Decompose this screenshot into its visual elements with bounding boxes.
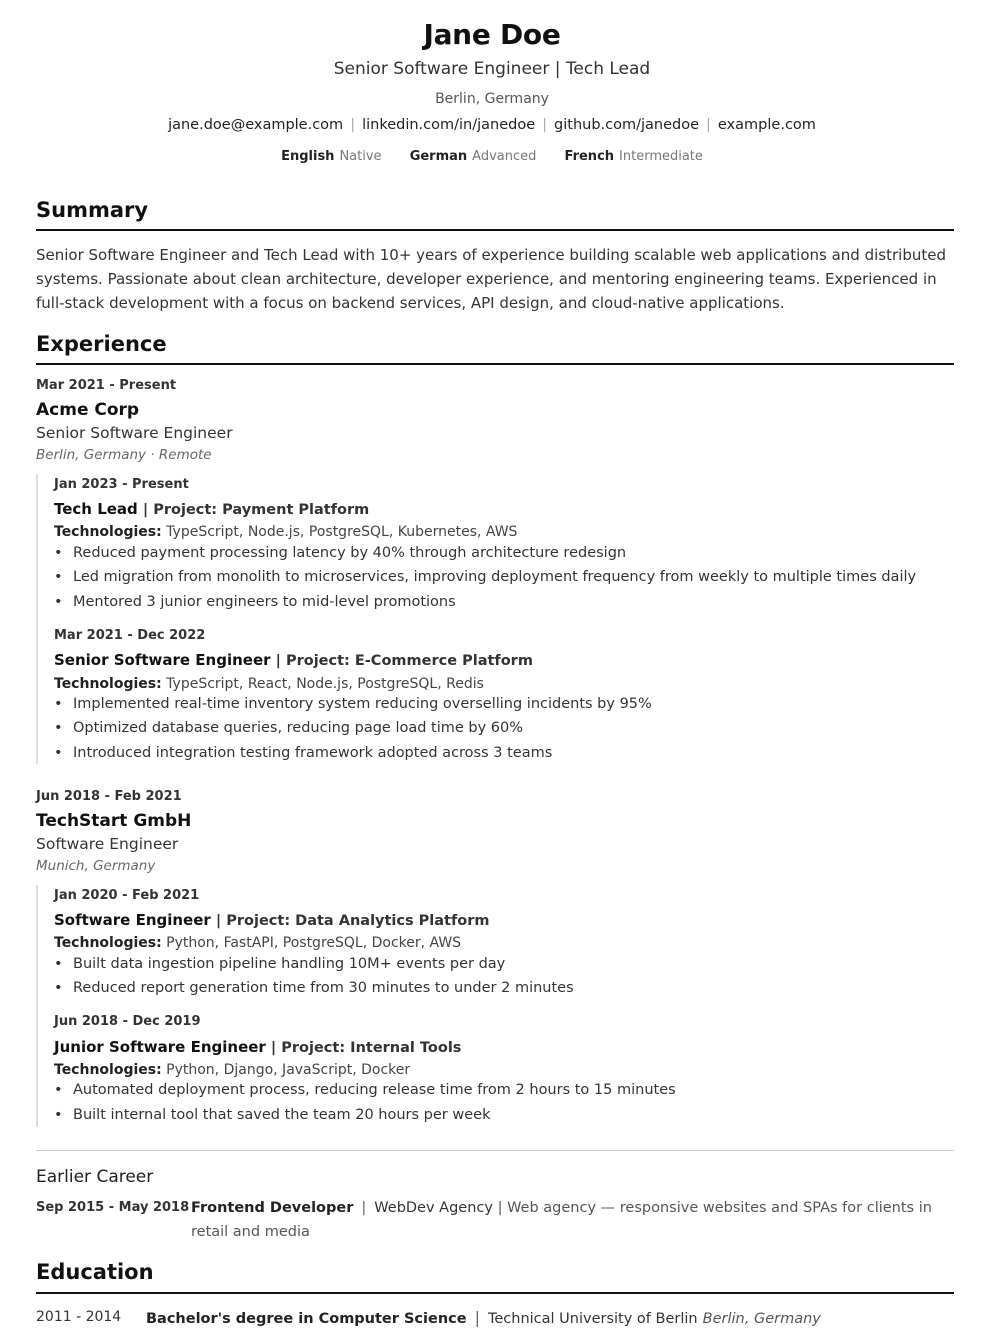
role-dates: Jun 2018 - Dec 2019 [54, 1014, 201, 1029]
earlier-career-divider [36, 1150, 954, 1151]
role-title: Junior Software Engineer [54, 1038, 266, 1056]
role-heading [54, 499, 369, 518]
education-separator: | [474, 1308, 480, 1327]
experience-heading: Experience [36, 332, 167, 356]
role-dates: Jan 2020 - Feb 2021 [54, 888, 200, 903]
role-heading [54, 650, 533, 669]
roles-timeline-line [36, 885, 38, 1127]
bullet-icon: • [54, 745, 63, 761]
technologies-list: Python, Django, JavaScript, Docker [166, 1062, 411, 1078]
education-degree: Bachelor's degree in Computer Science [146, 1311, 467, 1327]
linkedin-link[interactable]: linkedin.com/in/janedoe [362, 117, 536, 133]
bullet-icon: • [54, 545, 63, 561]
technologies-label: Technologies: [54, 676, 162, 692]
language-name: English [281, 149, 335, 164]
role-title: Tech Lead [54, 500, 138, 518]
job-title: Software Engineer [36, 835, 179, 853]
role-bullet: • Optimized database queries, reducing page load time by 60% [54, 720, 524, 736]
bullet-icon: • [54, 569, 63, 585]
summary-heading: Summary [36, 198, 149, 222]
role-technologies [54, 676, 484, 692]
bullet-icon: • [54, 956, 63, 972]
contact-separator: | [542, 117, 548, 133]
role-title: Senior Software Engineer [54, 651, 271, 669]
earlier-career-entry [191, 1196, 956, 1244]
role-bullet: • Implemented real-time inventory system reducing overselling incidents by 95% [54, 696, 652, 712]
role-title: Software Engineer [54, 911, 211, 929]
education-school: Technical University of Berlin [487, 1311, 698, 1327]
language-item [281, 149, 381, 164]
role-project: | Project: Data Analytics Platform [215, 913, 490, 929]
job-dates: Jun 2018 - Feb 2021 [36, 789, 182, 804]
role-project: | Project: Payment Platform [142, 502, 370, 518]
technologies-label: Technologies: [54, 524, 162, 540]
role-project: | Project: E-Commerce Platform [275, 653, 533, 669]
job-location: Berlin, Germany · Remote [36, 447, 212, 463]
education-city: Berlin, Germany [702, 1311, 821, 1327]
technologies-label: Technologies: [54, 1062, 162, 1078]
education-heading: Education [36, 1260, 154, 1284]
role-technologies [54, 935, 461, 951]
email-link[interactable]: jane.doe@example.com [168, 117, 344, 133]
role-technologies [54, 524, 517, 540]
role-technologies [54, 1062, 410, 1078]
roles-timeline-line [36, 474, 38, 764]
language-item [565, 149, 703, 164]
role-bullet: • Automated deployment process, reducing release time from 2 hours to 15 minutes [54, 1082, 676, 1098]
earlier-career-heading: Earlier Career [36, 1167, 154, 1187]
contact-separator: | [350, 117, 356, 133]
earlier-career-company: WebDev Agency [374, 1200, 493, 1216]
technologies-list: Python, FastAPI, PostgreSQL, Docker, AWS [166, 935, 462, 951]
job-company: Acme Corp [36, 400, 140, 420]
language-level: Native [339, 149, 382, 164]
website-link[interactable]: example.com [717, 117, 816, 133]
resume-location: Berlin, Germany [435, 91, 549, 107]
section-divider [36, 363, 954, 365]
summary-text: Senior Software Engineer and Tech Lead with 10+ years of experience building scalable web applications and distributed systems. Passionate about clean architecture, developer experience, and mentoring engineering teams. Experienced in full-stack development with a focus on backend services, API design, and cloud-native applications. [36, 246, 946, 312]
job-location: Munich, Germany [36, 858, 156, 874]
earlier-career-role: Frontend Developer [191, 1200, 354, 1216]
section-divider [36, 1292, 954, 1294]
role-heading [54, 910, 490, 929]
role-bullet: • Built internal tool that saved the team 20 hours per week [54, 1107, 491, 1123]
job-title: Senior Software Engineer [36, 424, 233, 442]
language-level: Advanced [472, 149, 537, 164]
bullet-icon: • [54, 696, 63, 712]
resume-headline: Senior Software Engineer | Tech Lead [333, 59, 651, 79]
language-item [410, 149, 537, 164]
role-bullet: • Reduced payment processing latency by 40% through architecture redesign [54, 545, 627, 561]
earlier-career-dates: Sep 2015 - May 2018 [36, 1200, 190, 1215]
role-bullet: • Mentored 3 junior engineers to mid-level promotions [54, 594, 456, 610]
language-name: German [409, 149, 468, 164]
role-dates: Mar 2021 - Dec 2022 [54, 628, 206, 643]
section-divider [36, 229, 954, 231]
bullet-icon: • [54, 594, 63, 610]
job-company: TechStart GmbH [36, 811, 192, 831]
language-level: Intermediate [619, 149, 703, 164]
bullet-icon: • [54, 980, 63, 996]
bullet-icon: • [54, 720, 63, 736]
role-heading [54, 1037, 461, 1056]
role-bullet: • Built data ingestion pipeline handling 10M+ events per day [54, 956, 506, 972]
github-link[interactable]: github.com/janedoe [554, 117, 700, 133]
earlier-career-description: | Web agency — responsive websites and SPAs for clients in retail and media [191, 1200, 932, 1240]
resume-name: Jane Doe [423, 18, 561, 51]
technologies-list: TypeScript, React, Node.js, PostgreSQL, Redis [166, 676, 484, 692]
role-bullet: • Led migration from monolith to microservices, improving deployment frequency from weekly to multiple times daily [54, 569, 917, 585]
contact-separator: | [706, 117, 711, 133]
education-dates: 2011 - 2014 [36, 1309, 122, 1325]
contact-links [0, 117, 984, 133]
job-dates: Mar 2021 - Present [36, 378, 177, 393]
role-bullet: • Reduced report generation time from 30 minutes to under 2 minutes [54, 980, 574, 996]
role-project: | Project: Internal Tools [270, 1040, 462, 1056]
bullet-icon: • [54, 1082, 63, 1098]
technologies-list: TypeScript, Node.js, PostgreSQL, Kubernetes, AWS [166, 524, 518, 540]
technologies-label: Technologies: [54, 935, 162, 951]
education-entry [146, 1308, 821, 1327]
languages-list [0, 149, 984, 164]
role-bullet: • Introduced integration testing framework adopted across 3 teams [54, 745, 553, 761]
earlier-career-separator: | [361, 1200, 367, 1216]
language-name: French [564, 149, 615, 164]
bullet-icon: • [54, 1107, 63, 1123]
role-dates: Jan 2023 - Present [54, 477, 189, 492]
